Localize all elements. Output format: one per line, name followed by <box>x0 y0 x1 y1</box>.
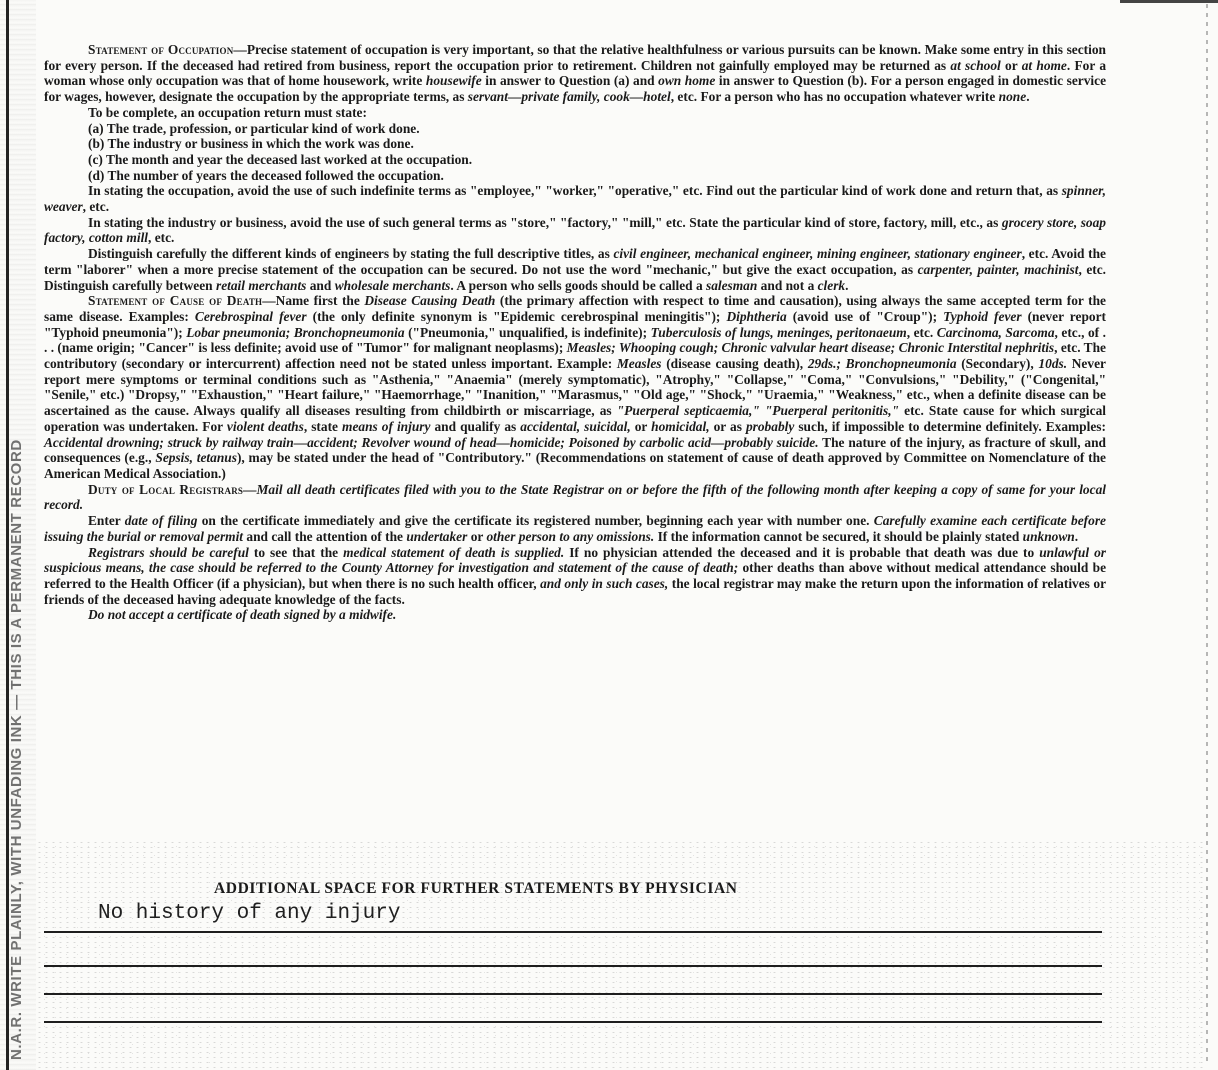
cause-text: (disease causing death), <box>661 356 808 372</box>
eng-text-3: , etc. Distinguish carefully between <box>44 261 1107 293</box>
eng-text-1: Distinguish carefully the different kinds of engineers by stating the full descriptive titles, as <box>88 246 614 262</box>
cause-text: ("Pneumonia," unqualified, is indefinite); <box>404 324 651 340</box>
right-edge-rule <box>1206 4 1208 1064</box>
instructions-body <box>44 42 1106 623</box>
complete-intro: To be complete, an occupation return must state: <box>88 104 367 120</box>
cause-heading: Statement of Cause of Death <box>88 293 263 309</box>
cause-text: (the primary affection with respect to time and causation), using always the same accepted term for the same disease. Examples: <box>44 293 1107 324</box>
cause-term: violent deaths <box>226 418 304 434</box>
filing-term: date of filing <box>124 513 198 529</box>
list-item: (b) The industry or business in which the work was done. <box>88 136 414 152</box>
filing-text: . <box>1074 528 1079 544</box>
cause-text: Never report mere symptoms or terminal conditions such as "Asthenia," "Anaemia" (merely symptomatic), "Atrophy," "Collapse," "Coma," "Convulsions," "Debility," ("Congenital," "Senile," etc.) "Dropsy," "Exhaustion," "Heart failure," "Haemorrhage," "Inanition," "Marasmus," "Old age," "Shock," "Uraemia," "Weakness," etc., when a definite disease can be ascertained as the cause. Always qualify all diseases resulting from childbirth or miscarriage, as <box>44 356 1106 419</box>
medical-term: Registrars should be careful <box>88 544 249 560</box>
ruled-line <box>44 931 1102 933</box>
filing-paragraph <box>44 513 1106 544</box>
ind-terms-end: , etc. <box>148 230 175 246</box>
occupation-text-1: —Precise statement of occupation is very important, so that the relative healthfulness or various pursuits can be known. Make some entry in this section for every person. If the deceased had retired from business, report the occupation prior to retirement. Children not gainfully employed may be returned as <box>44 42 1106 73</box>
occupation-text-6: . <box>1026 89 1030 105</box>
occupation-requirements-list <box>44 121 1106 184</box>
medical-text: If no physician attended the deceased and it is probable that death was due to <box>564 544 1040 560</box>
occupation-paragraph <box>44 42 1106 105</box>
cause-term: Diphtheria <box>726 308 787 324</box>
eng-text-6: and not a <box>757 277 818 293</box>
medical-text: other deaths than above without medical attendance should be referred to the Health Officer (if a physician), but when there is no such health officer, <box>44 560 1107 591</box>
cause-term: Disease Causing Death <box>364 293 496 309</box>
cause-text: , etc. <box>906 324 937 340</box>
midwife-paragraph <box>44 607 1106 623</box>
registrars-paragraph <box>44 482 1106 513</box>
cause-term: "Puerperal septicaemia," "Puerperal peritonitis," <box>616 403 900 419</box>
cause-term: Tuberculosis of lungs, meninges, peritonaeum <box>650 324 907 340</box>
occupation-text-3: in answer to Question (a) and <box>481 73 659 89</box>
ind-terms-text: In stating the industry or business, avoid the use of such general terms as "store," "factory," "mill," etc. State the particular kind of store, factory, mill, etc., as <box>88 214 1002 230</box>
eng-example-5: salesman <box>705 277 758 293</box>
scan-noise <box>36 840 1206 1070</box>
cause-text: , etc., of . . . (name origin; "Cancer" is less definite; avoid use of "Tumor" for malignant neoplasms); <box>44 324 1106 356</box>
filing-text: If the information cannot be secured, it should be plainly stated <box>654 528 1023 544</box>
cause-text: , state <box>303 418 343 434</box>
none-term: none <box>998 89 1027 105</box>
housewife-term: housewife <box>425 73 482 89</box>
industry-terms-paragraph <box>44 215 1106 246</box>
occupation-text-2: . For a woman whose only occupation was that of home housework, write <box>44 57 1107 89</box>
list-item: (d) The number of years the deceased followed the occupation. <box>88 167 444 183</box>
servant-term: servant—private family, cook—hotel <box>467 89 671 105</box>
cause-term: Sepsis, tetanus <box>155 450 237 466</box>
occ-terms-example: spinner, weaver <box>44 183 1106 215</box>
occupation-text-5: , etc. For a person who has no occupation whatever write <box>670 89 999 105</box>
ruled-line <box>44 965 1102 967</box>
list-item: (a) The trade, profession, or particular kind of work done. <box>88 120 420 136</box>
cause-text: or <box>630 418 652 434</box>
cause-term: Carcinoma, Sarcoma <box>936 324 1055 340</box>
cause-text: or as <box>709 418 746 434</box>
own-home-term: own home <box>658 73 716 89</box>
cause-text: —Name first the <box>262 293 365 309</box>
cause-text: (never report "Typhoid pneumonia"); <box>44 308 1107 340</box>
top-edge-rule <box>1120 0 1218 3</box>
cause-term: Accidental drowning; struck by railway train—accident; Revolver wound of head—homicide; Poisoned by carbolic acid—probably suicide. <box>44 434 819 450</box>
eng-example-2: carpenter, painter, machinist <box>917 261 1079 277</box>
medical-text: to see that the <box>248 544 344 560</box>
cause-term: means of injury <box>342 418 431 434</box>
cause-term: Measles; Whooping cough; Chronic valvular heart disease; Chronic Interstital nephritis <box>566 340 1055 356</box>
cause-term: Lobar pneumonia; Bronchopneumonia <box>186 324 405 340</box>
cause-term: 29ds.; Bronchopneumonia <box>807 356 957 372</box>
occ-terms-text: In stating the occupation, avoid the use of such indefinite terms as "employee," "worker," "operative," etc. Find out the particular kind of work done and return that, as <box>88 183 1062 199</box>
cause-term: probably <box>745 418 795 434</box>
or-text: or <box>1000 57 1022 73</box>
cause-text: (Secondary), <box>956 356 1039 372</box>
cause-text: (avoid use of "Croup"); <box>786 308 944 324</box>
cause-text: (the only definite synonym is "Epidemic cerebrospinal meningitis"); <box>306 308 727 324</box>
cause-text: such, if impossible to determine definitely. Examples: <box>794 418 1106 434</box>
cause-term: accidental, suicidal, <box>520 418 631 434</box>
eng-text-2: , etc. Avoid the term "laborer" when a more precise statement of the occupation can be secured. Do not use the word "mechanic," but give the exact occupation, as <box>44 246 1106 277</box>
eng-example-6: clerk <box>817 277 846 293</box>
filing-text: Enter <box>88 513 125 529</box>
ind-terms-example: grocery store, soap factory, cotton mill <box>44 214 1107 246</box>
eng-example-3: retail merchants <box>215 277 307 293</box>
ruled-line <box>44 993 1102 995</box>
occupation-terms-paragraph <box>44 183 1106 214</box>
cause-text: ), may be stated under the head of "Contributory." (Recommendations on statement of cause of death approved by Committee on Nomenclature of the American Medical Association.) <box>44 450 1106 481</box>
binding-text: N.A.R. WRITE PLAINLY, WITH UNFADING INK — THIS IS A PERMANENT RECORD <box>8 439 25 1060</box>
filing-text: and call the attention of the <box>243 528 407 544</box>
eng-text-4: and <box>306 277 335 293</box>
eng-text-7: . <box>845 277 849 293</box>
medical-term: unlawful or suspicious means, the case should be referred to the County Attorney for investigation and statement of the cause of death; <box>44 544 1107 576</box>
cause-text: The nature of the injury, as fracture of skull, and consequences (e.g., <box>44 434 1106 466</box>
cause-term: Typhoid fever <box>943 308 1022 324</box>
eng-example-4: wholesale merchants <box>334 277 451 293</box>
cause-term: Cerebrospinal fever <box>194 308 307 324</box>
engineers-paragraph <box>44 246 1106 293</box>
cause-term: Measles <box>616 356 662 372</box>
filing-term: Carefully examine each certificate before issuing the burial or removal permit <box>44 513 1106 544</box>
filing-text: on the certificate immediately and give the certificate its registered number, beginning each year with number one. <box>197 513 874 529</box>
registrars-heading: Duty of Local Registrars <box>88 481 244 497</box>
occupation-heading: Statement of Occupation <box>88 42 234 57</box>
eng-text-5: . A person who sells goods should be called a <box>450 277 706 293</box>
ruled-line <box>44 1021 1102 1023</box>
cause-text: etc. State cause for which surgical operation was undertaken. For <box>44 403 1106 434</box>
eng-example-1: civil engineer, mechanical engineer, mining engineer, stationary engineer <box>613 246 1022 262</box>
registrars-text: —Mail all death certificates filed with you to the State Registrar on or before the fifth of the following month after keeping a copy of same for your local record. <box>44 481 1106 513</box>
occupation-text-4: in answer to Question (b). For a person engaged in domestic service for wages, however, designate the occupation by the appropriate terms, as <box>44 73 1107 105</box>
cause-of-death-paragraph <box>44 293 1106 481</box>
list-item: (c) The month and year the deceased last worked at the occupation. <box>88 151 473 167</box>
filing-term: undertaker <box>406 528 468 544</box>
cause-text: and qualify as <box>430 418 521 434</box>
filing-text: or <box>467 528 487 544</box>
medical-statement-paragraph <box>44 545 1106 608</box>
physician-typed-statement: No history of any injury <box>98 902 401 925</box>
at-school-term: at school <box>950 57 1001 73</box>
occ-terms-end: , etc. <box>82 199 110 215</box>
medical-text: the local registrar may make the return upon the information of relatives or friends of the deceased having adequate knowledge of the facts. <box>44 575 1107 607</box>
midwife-text: Do not accept a certificate of death signed by a midwife. <box>88 607 397 623</box>
medical-term: and only in such cases, <box>540 575 669 591</box>
at-home-term: at home <box>1021 57 1067 73</box>
filing-term: other person to any omissions. <box>486 528 655 544</box>
cause-text: , etc. The contributory (secondary or intercurrent) affection need not be stated unless important. Example: <box>44 340 1106 372</box>
additional-space-title: ADDITIONAL SPACE FOR FURTHER STATEMENTS BY PHYSICIAN <box>214 880 738 897</box>
cause-term: 10ds. <box>1038 356 1068 372</box>
cause-term: homicidal, <box>651 418 710 434</box>
medical-term: medical statement of death is supplied. <box>343 544 565 560</box>
filing-term: unknown <box>1022 528 1075 544</box>
